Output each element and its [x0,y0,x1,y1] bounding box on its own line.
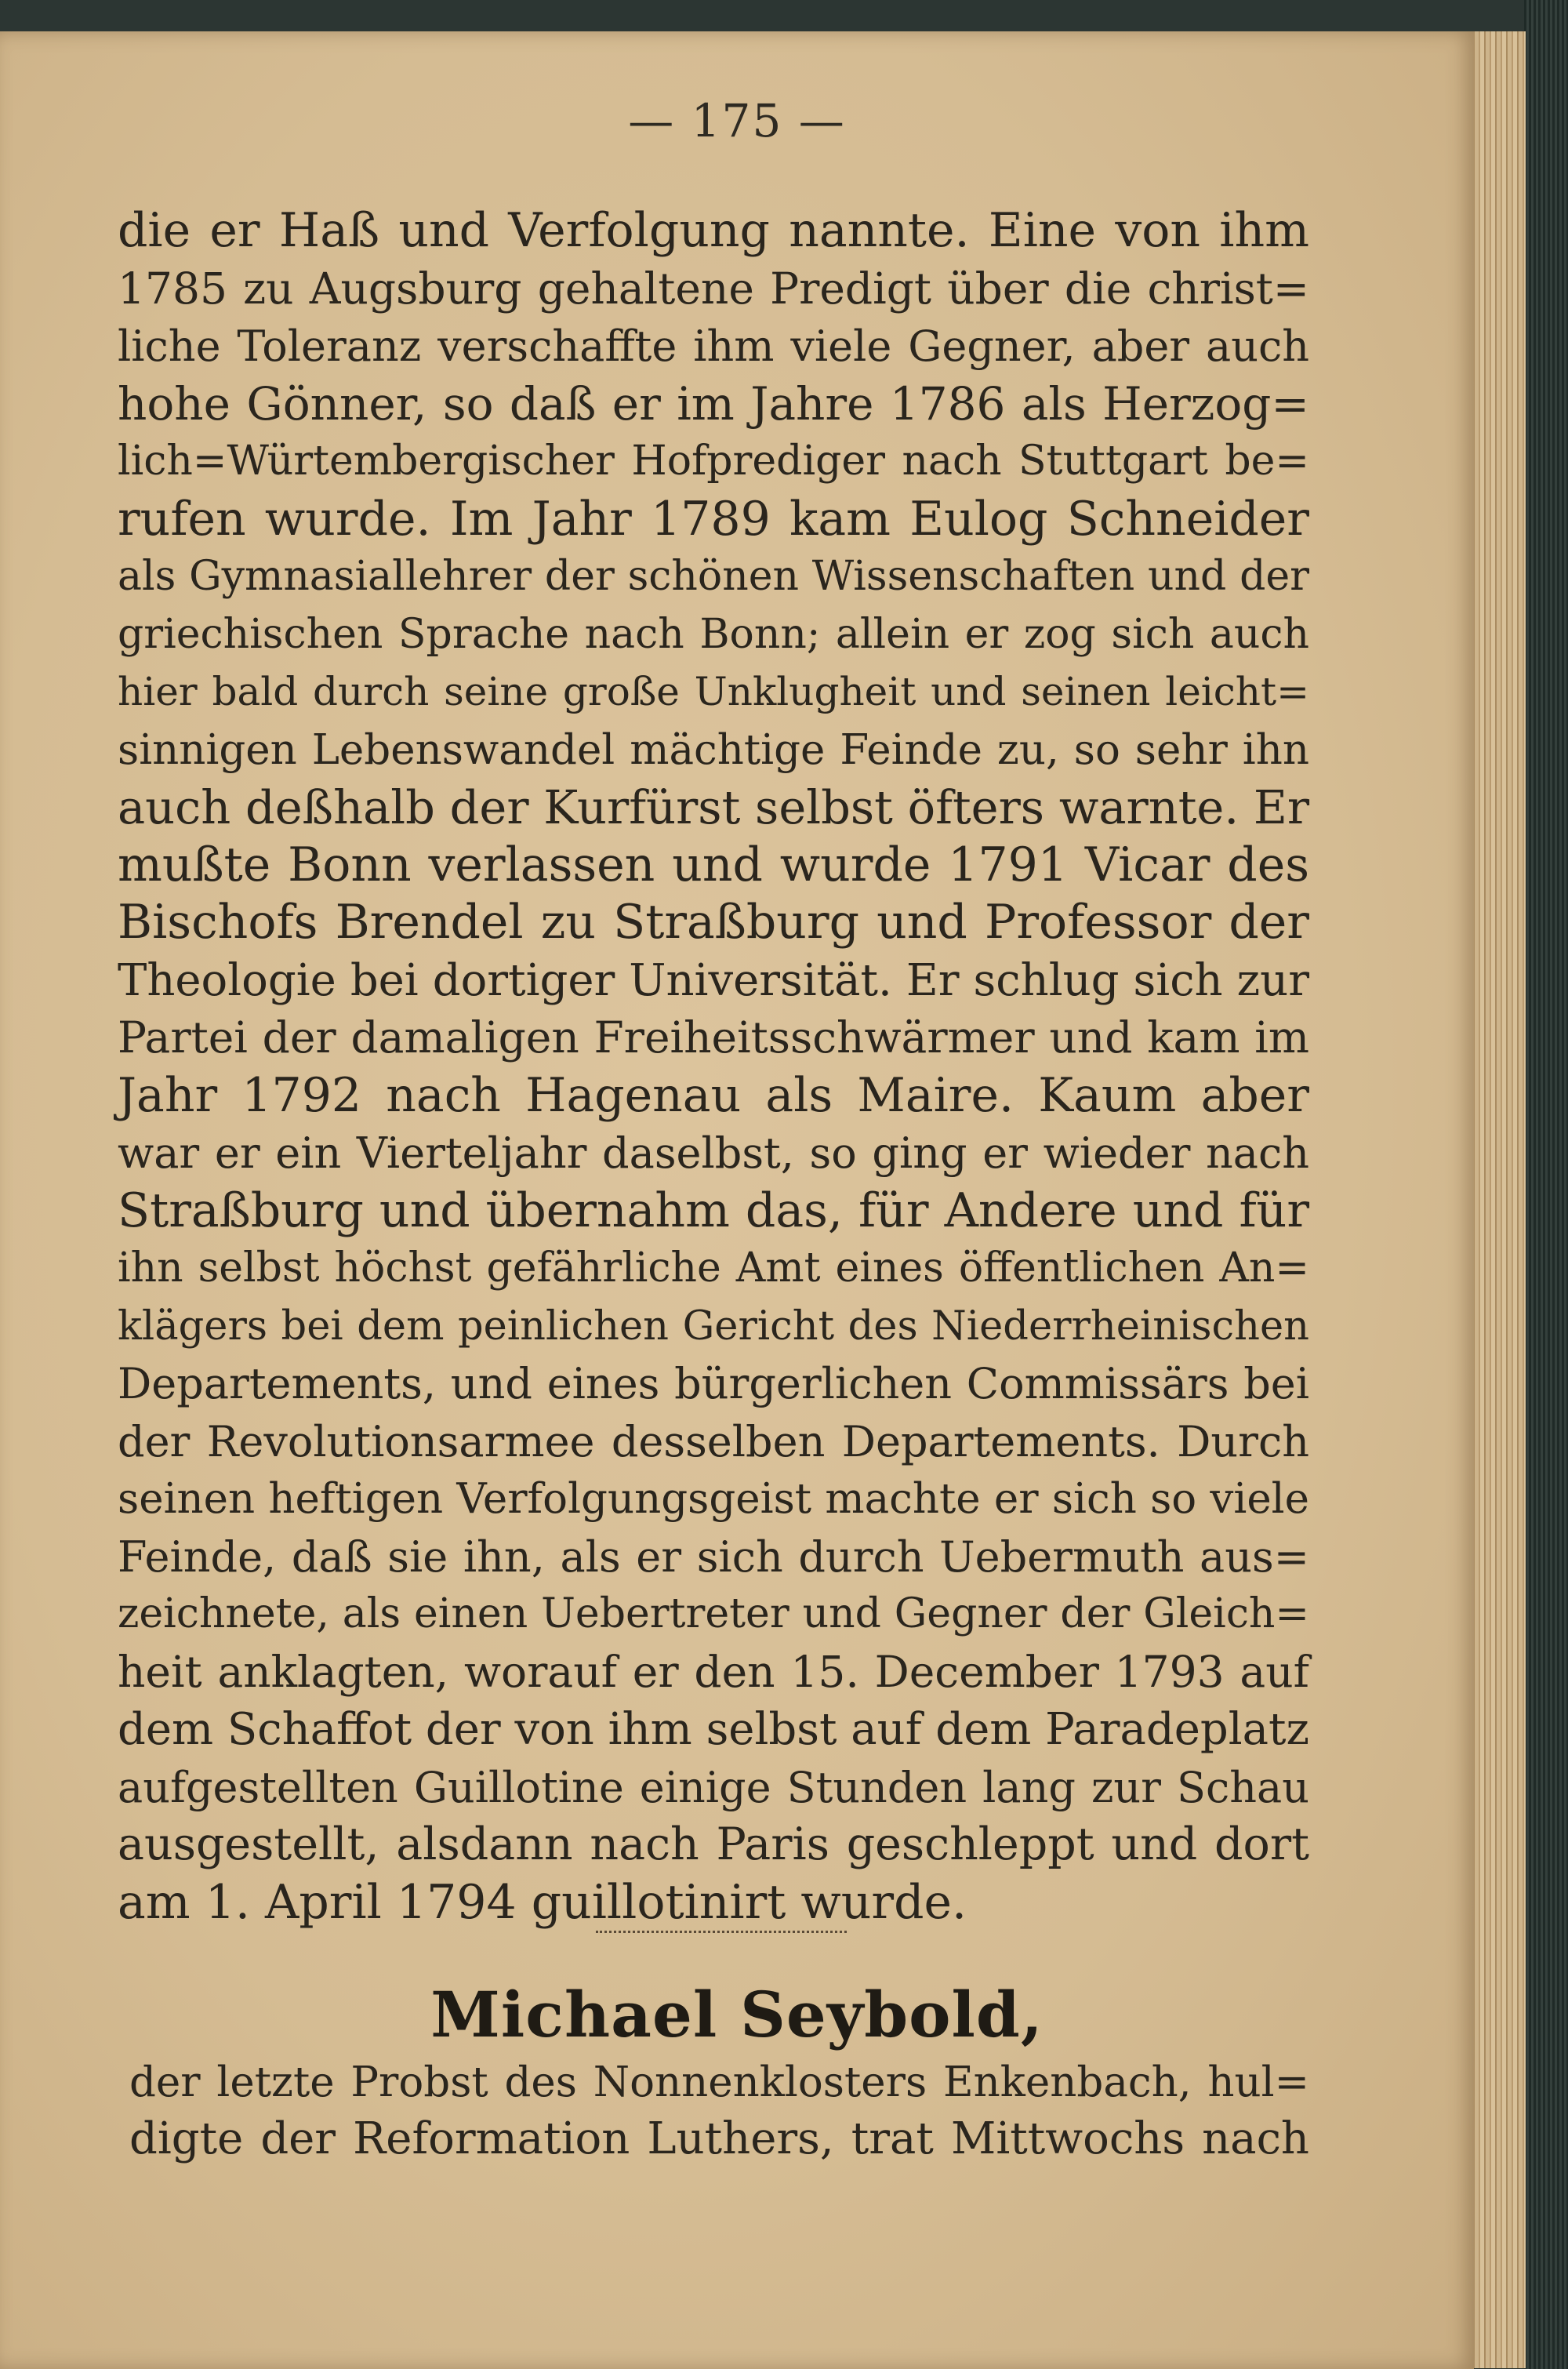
text-line: heit anklagten, worauf er den 15. December 1793 auf [118,1646,1309,1697]
text-line: zeichnete, als einen Uebertreter und Gegner der Gleich= [118,1590,1309,1637]
text-line: Straßburg und übernahm das, für Andere und für [118,1183,1309,1238]
text-line: auch deßhalb der Kurfürst selbst öfters warnte. Er [118,780,1310,834]
section-divider [596,1921,847,1933]
text-line: hier bald durch seine große Unklugheit und seinen leicht= [118,669,1309,714]
text-line: mußte Bonn verlassen und wurde 1791 Vicar des [118,837,1309,892]
text-line: klägers bei dem peinlichen Gericht des Niederrheinischen [118,1303,1309,1350]
text-line: war er ein Vierteljahr daselbst, so ging er wieder nach [118,1128,1309,1178]
text-line: 1785 zu Augsburg gehaltene Predigt über die christ= [118,263,1309,314]
text-line: am 1. April 1794 guillotinirt wurde. [118,1874,967,1930]
section-text [129,2055,1309,2167]
text-line: ihn selbst höchst gefährliche Amt eines öffentlichen An= [118,1244,1309,1292]
text-line: aufgestellten Guillotine einige Stunden lang zur Schau [118,1762,1309,1812]
text-line: Jahr 1792 nach Hagenau als Maire. Kaum aber [118,1067,1309,1123]
book-page [0,31,1474,2369]
text-line: griechischen Sprache nach Bonn; allein er zog sich auch [118,610,1309,658]
page-number: — 175 — [628,94,846,147]
text-line: Partei der damaligen Freiheitsschwärmer und kam im [118,1012,1309,1063]
text-line: Bischofs Brendel zu Straßburg und Professor der [118,895,1309,950]
text-line: ausgestellt, alsdann nach Paris geschleppt und dort [118,1819,1309,1870]
text-line: sinnigen Lebenswandel mächtige Feinde zu, so sehr ihn [118,725,1309,774]
text-line: liche Toleranz verschaffte ihm viele Gegner, aber auch [118,322,1309,371]
text-line: seinen heftigen Verfolgungsgeist machte er sich so viele [118,1475,1309,1523]
text-line: digte der Reformation Luthers, trat Mittwochs nach [129,2113,1309,2164]
text-line: lich=Würtembergischer Hofprediger nach Stuttgart be= [118,438,1309,485]
text-line: als Gymnasiallehrer der schönen Wissenschaften und der [118,553,1309,600]
book-binding-top [0,0,1568,31]
text-line: Theologie bei dortiger Universität. Er schlug sich zur [118,954,1309,1006]
text-line: der letzte Probst des Nonnenklosters Enkenbach, hul= [129,2058,1309,2106]
text-line: Feinde, daß sie ihn, als er sich durch Uebermuth aus= [118,1531,1309,1582]
section-title: Michael Seybold, [430,1978,1044,2051]
text-line: die er Haß und Verfolgung nannte. Eine von ihm [118,203,1309,258]
text-line: hohe Gönner, so daß er im Jahre 1786 als Herzog= [118,376,1309,431]
text-line: rufen wurde. Im Jahr 1789 kam Eulog Schneider [118,491,1309,547]
text-line: dem Schaffot der von ihm selbst auf dem Paradeplatz [118,1704,1309,1755]
book-cover-edge [1524,0,1568,2369]
text-line: der Revolutionsarmee desselben Departements. Durch [118,1416,1309,1466]
body-text [118,202,1309,1931]
text-line: Departements, und eines bürgerlichen Commissärs bei [118,1359,1309,1408]
